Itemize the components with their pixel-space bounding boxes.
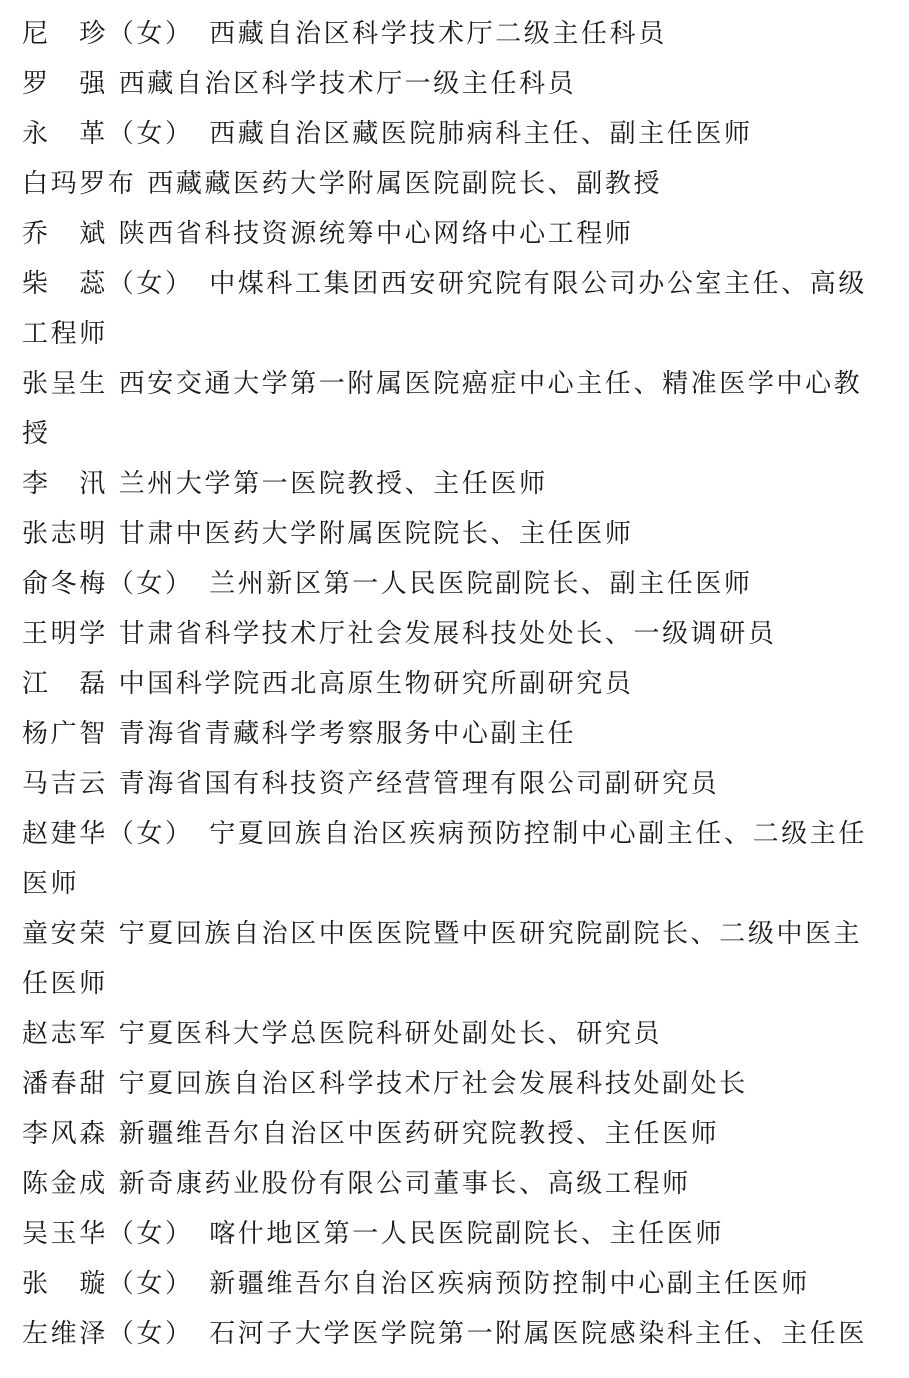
text-line: 医师 [22, 869, 80, 899]
text-line: 李风森 新疆维吾尔自治区中医药研究院教授、主任医师 [22, 1119, 720, 1149]
text-line: 尼 珍（女） 西藏自治区科学技术厅二级主任科员 [22, 19, 667, 49]
text-line: 张呈生 西安交通大学第一附属医院癌症中心主任、精准医学中心教 [22, 369, 863, 399]
text-line: 罗 强 西藏自治区科学技术厅一级主任科员 [22, 69, 577, 99]
text-line: 乔 斌 陕西省科技资源统筹中心网络中心工程师 [22, 219, 634, 249]
text-line: 赵志军 宁夏医科大学总医院科研处副处长、研究员 [22, 1019, 663, 1049]
text-line: 江 磊 中国科学院西北高原生物研究所副研究员 [22, 669, 634, 699]
text-line: 马吉云 青海省国有科技资产经营管理有限公司副研究员 [22, 769, 720, 799]
text-line: 永 革（女） 西藏自治区藏医院肺病科主任、副主任医师 [22, 119, 753, 149]
text-line: 张 璇（女） 新疆维吾尔自治区疾病预防控制中心副主任医师 [22, 1269, 810, 1299]
text-line: 白玛罗布 西藏藏医药大学附属医院副院长、副教授 [22, 169, 663, 199]
text-line: 俞冬梅（女） 兰州新区第一人民医院副院长、副主任医师 [22, 569, 753, 599]
text-line: 童安荣 宁夏回族自治区中医医院暨中医研究院副院长、二级中医主 [22, 919, 863, 949]
text-line: 王明学 甘肃省科学技术厅社会发展科技处处长、一级调研员 [22, 619, 777, 649]
text-line: 赵建华（女） 宁夏回族自治区疾病预防控制中心副主任、二级主任 [22, 819, 868, 849]
text-line: 左维泽（女） 石河子大学医学院第一附属医院感染科主任、主任医 [22, 1319, 868, 1349]
text-line: 工程师 [22, 319, 108, 349]
text-line: 授 [22, 419, 51, 449]
text-line: 张志明 甘肃中医药大学附属医院院长、主任医师 [22, 519, 634, 549]
text-line: 吴玉华（女） 喀什地区第一人民医院副院长、主任医师 [22, 1219, 725, 1249]
text-line: 陈金成 新奇康药业股份有限公司董事长、高级工程师 [22, 1169, 691, 1199]
text-line: 李 汛 兰州大学第一医院教授、主任医师 [22, 469, 548, 499]
text-line: 潘春甜 宁夏回族自治区科学技术厅社会发展科技处副处长 [22, 1069, 748, 1099]
text-line: 任医师 [22, 969, 108, 999]
text-line: 柴 蕊（女） 中煤科工集团西安研究院有限公司办公室主任、高级 [22, 269, 868, 299]
text-line: 杨广智 青海省青藏科学考察服务中心副主任 [22, 719, 577, 749]
